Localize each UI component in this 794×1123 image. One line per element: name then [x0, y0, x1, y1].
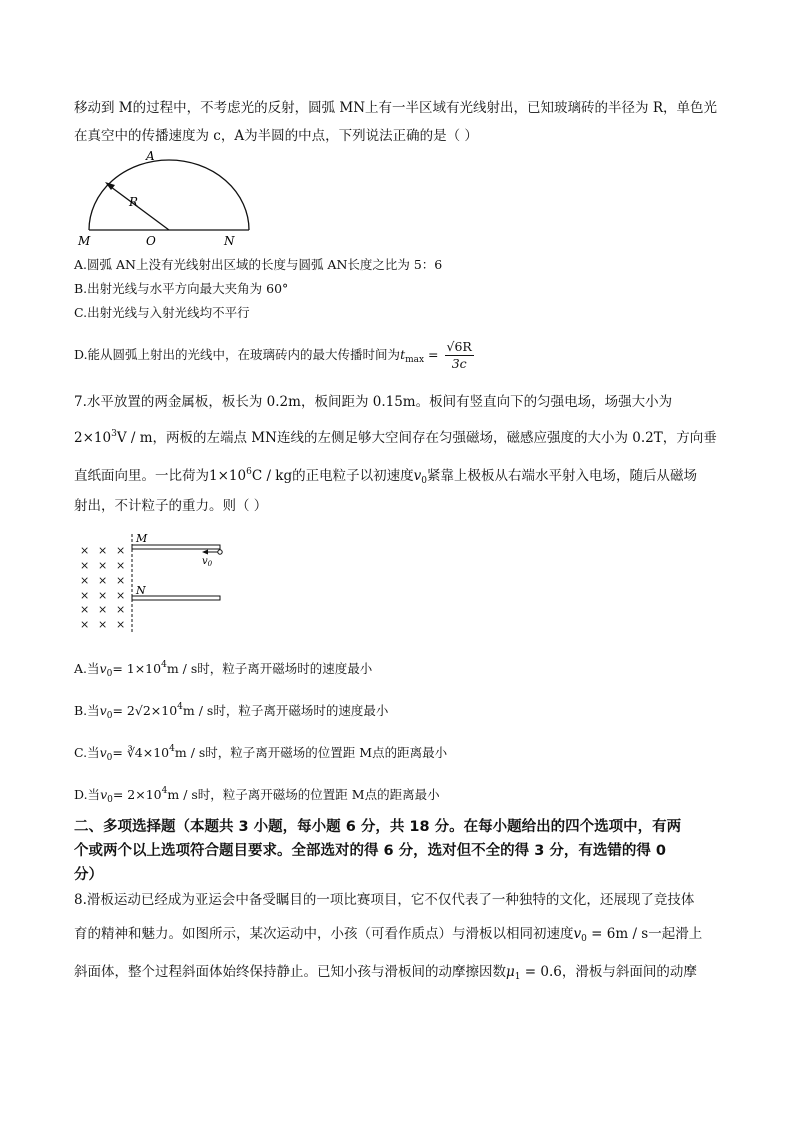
v0-symbol: v [99, 745, 107, 760]
q6-option-d-text: D.能从圆弧上射出的光线中，在玻璃砖内的最大传播时间为 [74, 347, 401, 362]
q8-stem-line-3-b: ，滑板与斜面间的动摩 [561, 964, 697, 980]
q7-option-a [74, 656, 372, 683]
label-O: O [146, 234, 156, 248]
semicircle-arc [89, 160, 249, 230]
cross-mark: × [116, 559, 126, 572]
q7-option-d [74, 782, 440, 809]
speed-value: = 1×10 [112, 661, 162, 676]
v0-symbol: v [99, 703, 107, 718]
time-fraction [445, 339, 474, 372]
q6-option-b: B.出射光线与水平方向最大夹角为 60° [74, 281, 289, 296]
charge-ratio-unit: C / kg [251, 468, 293, 484]
cross-mark: × [116, 589, 126, 602]
charge-ratio-value: 1×10 [209, 468, 247, 484]
field-strength-unit: V / m [116, 430, 153, 446]
fraction-denominator: 3c [451, 356, 467, 371]
q8-stem-line-3 [74, 962, 734, 987]
field-strength-value: 2×10 [74, 430, 112, 446]
v0-symbol: v [100, 787, 108, 802]
v0-symbol: v [99, 661, 107, 676]
cross-mark: × [80, 574, 90, 587]
charge-ratio-exponent: 6 [246, 467, 252, 477]
field-plates-figure [74, 530, 234, 634]
speed-value: = 2×10 [112, 787, 162, 802]
t-max-subscript: max [405, 355, 425, 365]
mu-symbol: μ [506, 964, 515, 980]
cross-mark: × [80, 544, 90, 557]
v0-symbol: v [413, 468, 422, 484]
v0-subscript: 0 [107, 795, 113, 805]
speed-exponent: 4 [177, 702, 183, 712]
q7-stem-line-1: 7.水平放置的两金属板，板长为 0.2m，板间距为 0.15m。板间有竖直向下的匀强电场，场强大小为 [74, 394, 673, 410]
q7-option-c-suffix: m / s时，粒子离开磁场的位置距 M点的距离最小 [174, 745, 448, 760]
cross-mark: × [116, 574, 126, 587]
q8-stem-line-2-a: 育的精神和魅力。如图所示，某次运动中，小孩（可看作质点）与滑板以相同初速度 [74, 926, 574, 942]
cross-mark: × [98, 589, 108, 602]
cross-mark: × [98, 544, 108, 557]
q7-option-d-prefix: D.当 [74, 787, 101, 802]
v0-subscript: 0 [106, 711, 113, 721]
label-R: R [129, 195, 139, 209]
q7-option-a-prefix: A.当 [74, 661, 100, 676]
q7-stem-line-3-b: 的正电粒子以初速度 [292, 468, 414, 484]
friction-coefficient: = 0.6 [520, 964, 562, 980]
label-v0 [202, 556, 213, 568]
t-max-symbol: t [400, 347, 406, 362]
equals-sign: = [424, 347, 443, 362]
cross-mark: × [116, 603, 126, 616]
label-M: M [78, 234, 91, 248]
q7-stem-line-3-c: 紧靠上极板从右端水平射入电场，随后从磁场 [427, 468, 697, 484]
label-A: A [146, 149, 155, 163]
speed-exponent: 4 [161, 786, 168, 796]
initial-speed: = 6m / s [586, 926, 649, 942]
label-v0-symbol: v [202, 556, 208, 567]
v0-subscript: 0 [421, 476, 427, 486]
cross-mark: × [98, 574, 108, 587]
q7-stem-line-3 [74, 462, 734, 491]
q7-option-b-suffix: m / s时，粒子离开磁场时的速度最小 [182, 703, 389, 718]
q8-stem-line-1: 8.滑板运动已经成为亚运会中备受瞩目的一项比赛项目，它不仅代表了一种独特的文化，还展现了竞技体 [74, 892, 695, 908]
q7-option-c-prefix: C.当 [74, 745, 100, 760]
speed-value: = ∛4×10 [112, 745, 170, 760]
cross-mark: × [80, 589, 90, 602]
semicircle-figure [74, 148, 264, 248]
q8-stem-line-2 [74, 924, 734, 949]
particle [218, 550, 222, 554]
q6-option-d [74, 338, 476, 377]
q7-option-a-suffix: m / s时，粒子离开磁场时的速度最小 [166, 661, 373, 676]
q6-stem-line-2: 在真空中的传播速度为 c，A为半圆的中点，下列说法正确的是（ ） [74, 128, 478, 144]
v0-symbol: v [573, 926, 582, 942]
q7-option-b [74, 698, 388, 725]
mu-subscript: 1 [514, 972, 521, 982]
q7-option-d-suffix: m / s时，粒子离开磁场的位置距 M点的距离最小 [167, 787, 440, 802]
q6-option-a: A.圆弧 AN上没有光线射出区域的长度与圆弧 AN长度之比为 5：6 [74, 257, 443, 272]
cross-mark: × [116, 544, 126, 557]
q7-stem-line-2 [74, 424, 734, 448]
label-M: M [136, 532, 148, 545]
cross-mark: × [80, 603, 90, 616]
v0-subscript: 0 [581, 934, 587, 944]
q6-stem-line-1: 移动到 M的过程中，不考虑光的反射，圆弧 MN上有一半区域有光线射出，已知玻璃砖的半径为 R，单色光 [74, 100, 717, 116]
q6-option-c: C.出射光线与入射光线均不平行 [74, 305, 250, 320]
cross-mark: × [80, 618, 90, 631]
field-strength-exponent: 3 [111, 429, 117, 439]
q8-stem-line-3-a: 斜面体，整个过程斜面体始终保持静止。已知小孩与滑板间的动摩擦因数 [74, 964, 506, 980]
cross-mark: × [98, 559, 108, 572]
cross-mark: × [116, 618, 126, 631]
cross-mark: × [98, 603, 108, 616]
q7-stem-line-3-a: 直纸面向里。一比荷为 [74, 468, 209, 484]
speed-exponent: 4 [169, 744, 175, 754]
cross-mark: × [80, 559, 90, 572]
v0-subscript: 0 [106, 669, 113, 679]
q7-option-c [74, 740, 447, 767]
section-heading-line-1: 二、多项选择题（本题共 3 小题，每小题 6 分，共 18 分。在每小题给出的四个选项中，有两 [74, 819, 682, 835]
cross-mark: × [98, 618, 108, 631]
section-heading-line-3: 分） [74, 867, 103, 883]
v0-subscript: 0 [106, 753, 113, 763]
section-heading-line-2: 个或两个以上选项符合题目要求。全部选对的得 6 分，选对但不全的得 3 分，有选错的得 0 [74, 843, 667, 859]
velocity-arrowhead [202, 550, 208, 555]
speed-exponent: 4 [161, 660, 167, 670]
upper-plate [132, 545, 220, 549]
q8-stem-line-2-b: 一起滑上 [648, 926, 703, 942]
magnetic-field-crosses [80, 544, 125, 631]
q7-stem-line-2-text: ，两板的左端点 MN连线的左侧足够大空间存在匀强磁场，磁感应强度的大小为 0.2T，方向垂 [152, 430, 717, 446]
speed-value: = 2√2×10 [112, 703, 178, 718]
label-v0-subscript: 0 [207, 560, 213, 568]
q7-stem-line-4: 射出，不计粒子的重力。则（ ） [74, 498, 268, 514]
q7-option-b-prefix: B.当 [74, 703, 100, 718]
label-N: N [224, 234, 235, 248]
fraction-numerator: √6R [446, 339, 472, 354]
label-N: N [136, 584, 146, 597]
